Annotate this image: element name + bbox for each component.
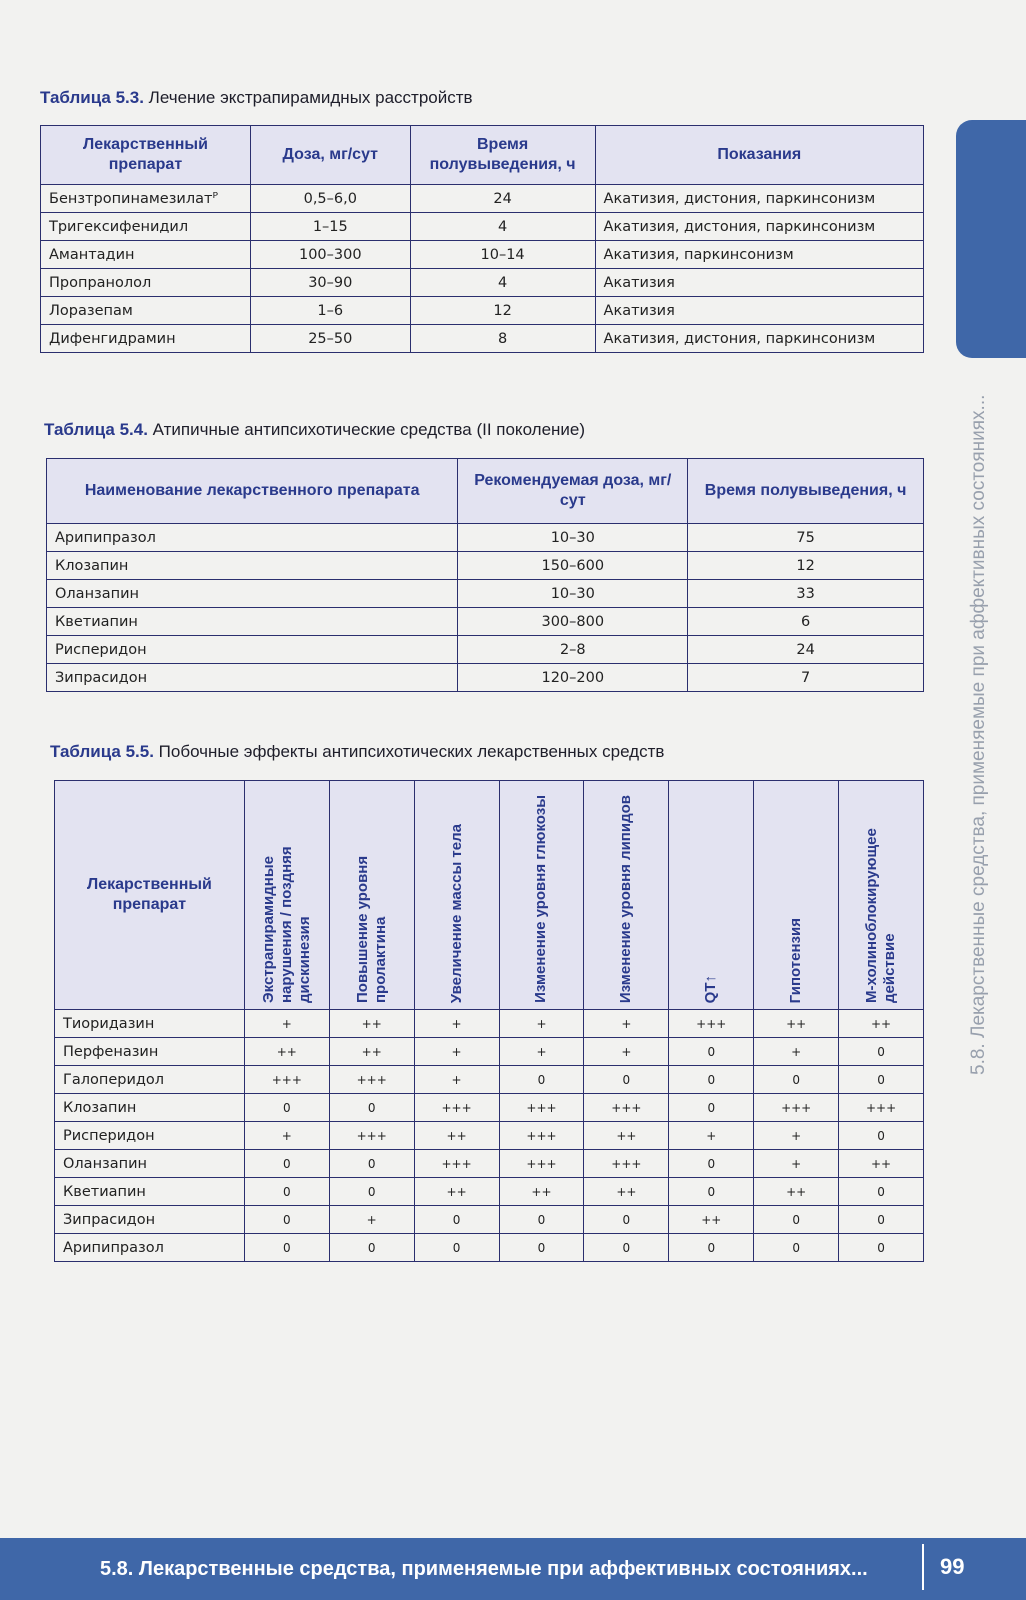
effect-rating: ++ [754,1010,839,1038]
effect-rating: 0 [244,1206,329,1234]
drug-name: Перфеназин [55,1038,245,1066]
dose: 1–6 [250,297,410,325]
effect-rating: + [499,1010,584,1038]
drug-name: Зипрасидон [47,664,458,692]
effect-rating: +++ [584,1150,669,1178]
drug-name: Галоперидол [55,1066,245,1094]
footer-title: 5.8. Лекарственные средства, применяемые при аффективных состояниях... [100,1558,868,1580]
table-row [41,213,924,241]
table-row [41,325,924,353]
drug-name: Арипипразол [55,1234,245,1262]
effect-rating: 0 [669,1094,754,1122]
half-life: 10–14 [410,241,595,269]
drug-name: Пропранолол [41,269,251,297]
effect-rating: 0 [839,1206,924,1234]
effect-rating: +++ [414,1150,499,1178]
table5-header [839,781,924,1010]
page-number: 99 [940,1554,965,1579]
half-life: 7 [688,664,924,692]
table3-header-row [41,126,924,185]
effect-rating: +++ [839,1094,924,1122]
effect-rating: +++ [499,1122,584,1150]
table4-header: Наименование лекарственного препарата [47,459,458,524]
header-label: Гипотензия [787,917,805,1003]
effect-rating: 0 [414,1234,499,1262]
drug-name: Лоразепам [41,297,251,325]
table5-caption [50,742,664,762]
table-row [55,1010,924,1038]
effect-rating: 0 [329,1150,414,1178]
table3-caption [40,88,473,108]
table3-header: Показания [595,126,923,185]
effect-rating: ++ [839,1010,924,1038]
table3 [40,125,924,353]
effect-rating: ++ [584,1122,669,1150]
effect-rating: + [584,1038,669,1066]
effect-rating: + [329,1206,414,1234]
drug-name: Тригексифенидил [41,213,251,241]
effect-rating: + [244,1010,329,1038]
table5-body [55,1010,924,1262]
effect-rating: +++ [414,1094,499,1122]
table5-header [669,781,754,1010]
effect-rating: +++ [329,1122,414,1150]
table-row [55,1066,924,1094]
chapter-tab [956,120,1026,358]
effect-rating: 0 [244,1234,329,1262]
drug-name: Тиоридазин [55,1010,245,1038]
table5-header-row [55,781,924,1010]
drug-name: Кветиапин [55,1178,245,1206]
effect-rating: 0 [669,1038,754,1066]
dose: 100–300 [250,241,410,269]
table-row [55,1234,924,1262]
table3-title: Лечение экстрапирамидных расстройств [148,88,473,107]
dose: 30–90 [250,269,410,297]
effect-rating: 0 [839,1038,924,1066]
half-life: 4 [410,213,595,241]
half-life: 12 [410,297,595,325]
half-life: 6 [688,608,924,636]
header-label: Экстрапирамидные нарушения / поздняя дискинезия [259,846,313,1003]
table-row [55,1178,924,1206]
drug-name: Оланзапин [47,580,458,608]
table4-header: Рекомендуемая доза, мг/сут [458,459,688,524]
effect-rating: 0 [839,1122,924,1150]
table4-caption [44,420,585,440]
effect-rating: 0 [839,1066,924,1094]
drug-name: Рисперидон [55,1122,245,1150]
half-life: 24 [410,185,595,213]
footer-divider [922,1544,924,1590]
indications: Акатизия [595,269,923,297]
drug-name: Рисперидон [47,636,458,664]
header-label: Изменение уровня глюкозы [532,795,550,1003]
table5-header [499,781,584,1010]
table-row [41,185,924,213]
effect-rating: 0 [584,1066,669,1094]
effect-rating: ++ [839,1150,924,1178]
half-life: 8 [410,325,595,353]
table5 [54,780,924,1262]
effect-rating: + [244,1122,329,1150]
drug-name: Арипипразол [47,524,458,552]
effect-rating: + [754,1122,839,1150]
table3-header: Время полувыведения, ч [410,126,595,185]
table5-header [244,781,329,1010]
header-label: Увеличение массы тела [447,823,465,1003]
effect-rating: 0 [669,1178,754,1206]
drug-name: Клозапин [55,1094,245,1122]
effect-rating: ++ [329,1010,414,1038]
drug-name: Дифенгидрамин [41,325,251,353]
effect-rating: + [414,1066,499,1094]
effect-rating: 0 [329,1178,414,1206]
effect-rating: +++ [329,1066,414,1094]
table-row [41,297,924,325]
table-row [47,608,924,636]
drug-name: Клозапин [47,552,458,580]
table-row [47,552,924,580]
effect-rating: ++ [499,1178,584,1206]
footer-bar [0,1538,1026,1600]
table-row [41,269,924,297]
header-label: М-холиноблокирующее действие [863,828,899,1003]
table-row [47,580,924,608]
effect-rating: 0 [839,1234,924,1262]
effect-rating: 0 [584,1234,669,1262]
dose: 25–50 [250,325,410,353]
table3-number: Таблица 5.3. [40,88,144,107]
effect-rating: ++ [414,1122,499,1150]
effect-rating: 0 [669,1150,754,1178]
table4-header: Время полувыведения, ч [688,459,924,524]
effect-rating: +++ [499,1150,584,1178]
table-row [55,1094,924,1122]
effect-rating: + [414,1010,499,1038]
table5-header [754,781,839,1010]
dose: 10–30 [458,524,688,552]
effect-rating: 0 [499,1066,584,1094]
half-life: 12 [688,552,924,580]
header-label: Повышение уровня пролактина [353,855,389,1003]
drug-name: Амантадин [41,241,251,269]
table3-header: Доза, мг/сут [250,126,410,185]
table4-header-row [47,459,924,524]
effect-rating: 0 [499,1234,584,1262]
table3-header: Лекарственный препарат [41,126,251,185]
table4-title: Атипичные антипсихотические средства (II поколение) [152,420,586,439]
table5-header: Лекарственный препарат [55,781,245,1010]
effect-rating: 0 [414,1206,499,1234]
dose: 10–30 [458,580,688,608]
effect-rating: 0 [329,1094,414,1122]
effect-rating: 0 [669,1234,754,1262]
indications: Акатизия, дистония, паркинсонизм [595,185,923,213]
indications: Акатизия, дистония, паркинсонизм [595,325,923,353]
effect-rating: 0 [244,1178,329,1206]
table-row [47,636,924,664]
effect-rating: 0 [839,1178,924,1206]
table-row [47,524,924,552]
effect-rating: + [499,1038,584,1066]
table-row [47,664,924,692]
dose: 0,5–6,0 [250,185,410,213]
effect-rating: 0 [754,1066,839,1094]
effect-rating: +++ [669,1010,754,1038]
effect-rating: + [414,1038,499,1066]
effect-rating: 0 [329,1234,414,1262]
indications: Акатизия, паркинсонизм [595,241,923,269]
effect-rating: + [754,1150,839,1178]
table5-title: Побочные эффекты антипсихотических лекарственных средств [158,742,665,761]
table5-header [414,781,499,1010]
table-row [55,1122,924,1150]
effect-rating: +++ [754,1094,839,1122]
drug-name: Кветиапин [47,608,458,636]
effect-rating: 0 [669,1066,754,1094]
table-row [55,1038,924,1066]
header-label: QT↑ [702,974,720,1003]
indications: Акатизия [595,297,923,325]
half-life: 33 [688,580,924,608]
effect-rating: ++ [754,1178,839,1206]
table-row [41,241,924,269]
effect-rating: 0 [244,1150,329,1178]
effect-rating: +++ [499,1094,584,1122]
half-life: 24 [688,636,924,664]
dose: 120–200 [458,664,688,692]
effect-rating: ++ [414,1178,499,1206]
effect-rating: +++ [244,1066,329,1094]
effect-rating: + [754,1038,839,1066]
header-label: Изменение уровня липидов [617,794,635,1003]
table5-number: Таблица 5.5. [50,742,154,761]
table5-header [329,781,414,1010]
dose: 300–800 [458,608,688,636]
effect-rating: 0 [584,1206,669,1234]
effect-rating: ++ [584,1178,669,1206]
indications: Акатизия, дистония, паркинсонизм [595,213,923,241]
table4 [46,458,924,692]
table5-header [584,781,669,1010]
effect-rating: + [584,1010,669,1038]
effect-rating: 0 [754,1206,839,1234]
drug-name: Оланзапин [55,1150,245,1178]
drug-name: Зипрасидон [55,1206,245,1234]
effect-rating: 0 [754,1234,839,1262]
half-life: 75 [688,524,924,552]
effect-rating: 0 [244,1094,329,1122]
effect-rating: ++ [329,1038,414,1066]
dose: 2–8 [458,636,688,664]
effect-rating: 0 [499,1206,584,1234]
dose: 150–600 [458,552,688,580]
table4-number: Таблица 5.4. [44,420,148,439]
table-row [55,1206,924,1234]
dose: 1–15 [250,213,410,241]
drug-name: Бензтропинамезилатᴾ [41,185,251,213]
half-life: 4 [410,269,595,297]
running-head-vertical: 5.8. Лекарственные средства, применяемые при аффективных состояниях... [968,395,989,1076]
effect-rating: +++ [584,1094,669,1122]
effect-rating: + [669,1122,754,1150]
table-row [55,1150,924,1178]
effect-rating: ++ [669,1206,754,1234]
effect-rating: ++ [244,1038,329,1066]
